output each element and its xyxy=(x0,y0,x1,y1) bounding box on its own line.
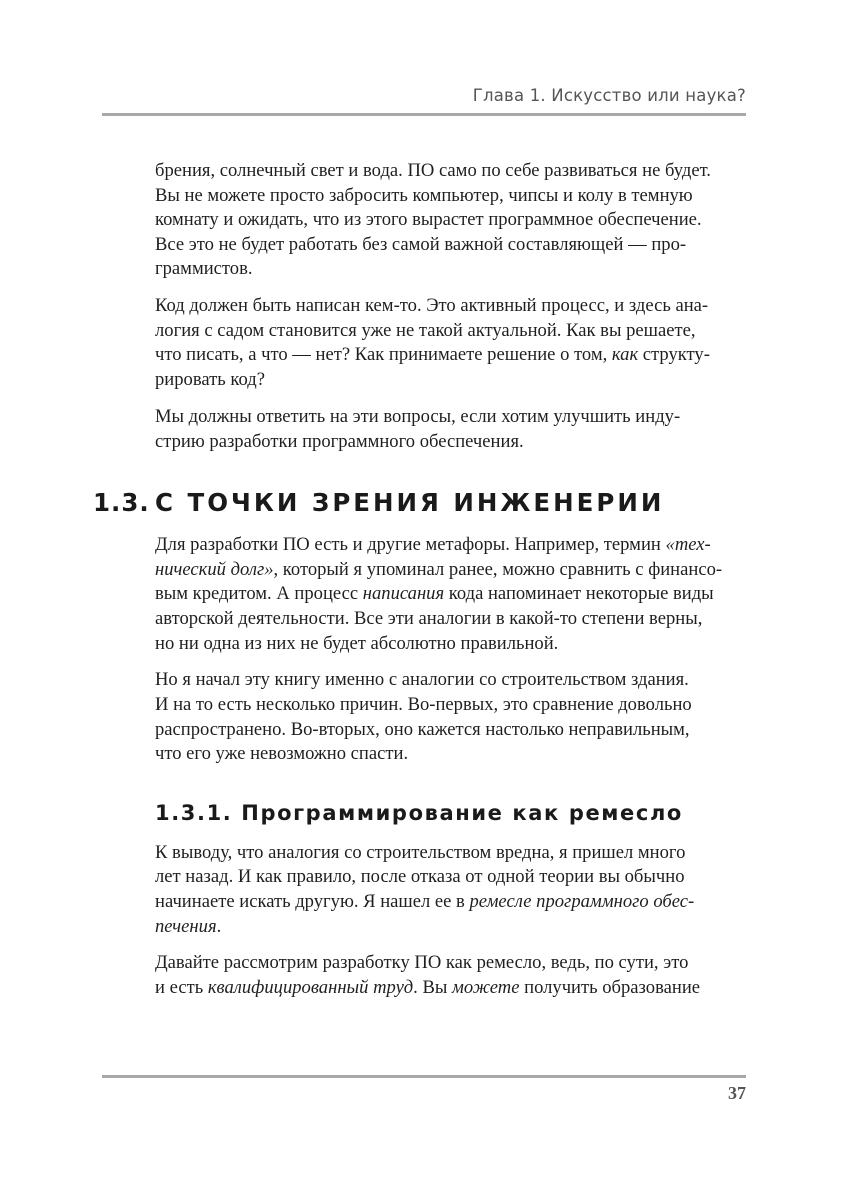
text-line: И на то есть несколько причин. Во-первых, это сравнение довольно xyxy=(155,693,692,715)
text-line: К выводу, что аналогия со строительством вредна, я пришел много xyxy=(155,841,686,863)
text-line xyxy=(155,343,746,368)
emphasis: ремесле программного обес- xyxy=(469,890,695,912)
text-line: Мы должны ответить на эти вопросы, если хотим улучшить инду- xyxy=(155,405,681,427)
text-line xyxy=(155,890,746,915)
text-line: стрию разработки программного обеспечения. xyxy=(155,430,524,452)
text-line xyxy=(155,915,746,940)
text-run: . xyxy=(216,915,222,937)
paragraph-1 xyxy=(155,159,746,282)
text-line xyxy=(155,582,746,607)
page-body xyxy=(93,159,746,1013)
paragraph-4 xyxy=(155,533,746,656)
text-line: лет назад. И как правило, после отказа от одной теории вы обычно xyxy=(155,866,685,888)
text-line: распространено. Во-вторых, оно кажется настолько неправильным, xyxy=(155,718,690,740)
emphasis: печения xyxy=(155,915,217,937)
emphasis: квалифицированный труд xyxy=(207,977,414,999)
section-title: С ТОЧКИ ЗРЕНИЯ ИНЖЕНЕРИИ xyxy=(155,488,665,518)
text-run: что писать, а что — нет? Как принимаете решение о том, xyxy=(155,344,612,366)
footer-rule xyxy=(102,1075,746,1078)
emphasis: написания xyxy=(362,583,445,605)
text-line: но ни одна из них не будет абсолютно правильной. xyxy=(155,632,559,654)
paragraph-3 xyxy=(155,405,746,454)
paragraph-6 xyxy=(155,841,746,939)
emphasis: нический долг» xyxy=(155,558,274,580)
text-line: рировать код? xyxy=(155,369,265,391)
emphasis: можете xyxy=(452,977,520,999)
section-heading xyxy=(93,487,746,519)
subsection-heading: 1.3.1. Программирование как ремесло xyxy=(155,800,683,825)
text-run: структу- xyxy=(638,344,710,366)
text-line: Все это не будет работать без самой важной составляющей — про- xyxy=(155,233,687,255)
text-line xyxy=(155,533,746,558)
text-line: Код должен быть написан кем-то. Это активный процесс, и здесь ана- xyxy=(155,295,709,317)
text-line: граммистов. xyxy=(155,258,253,280)
paragraph-2 xyxy=(155,294,746,392)
page-number: 37 xyxy=(728,1083,746,1103)
text-line xyxy=(155,558,746,583)
emphasis: «тех- xyxy=(665,534,711,556)
text-line: что его уже невозможно спасти. xyxy=(155,743,409,765)
text-line: Но я начал эту книгу именно с аналогии со строительством здания. xyxy=(155,669,689,691)
text-line: авторской деятельности. Все эти аналогии в какой-то степени верны, xyxy=(155,607,703,629)
text-run: и есть xyxy=(155,977,208,999)
paragraph-7 xyxy=(155,951,746,1000)
text-run: Для разработки ПО есть и другие метафоры. Например, термин xyxy=(155,534,666,556)
text-line: комнату и ожидать, что из этого вырастет программное обеспечение. xyxy=(155,209,702,231)
text-run: , который я упоминал ранее, можно сравнить с финансо- xyxy=(273,558,723,580)
text-line: Вы не можете просто забросить компьютер, чипсы и колу в темную xyxy=(155,184,693,206)
text-run: вым кредитом. А процесс xyxy=(155,583,363,605)
text-line: логия с садом становится уже не такой актуальной. Как вы решаете, xyxy=(155,319,696,341)
header-rule xyxy=(102,113,746,116)
paragraph-5 xyxy=(155,668,746,766)
text-line: Давайте рассмотрим разработку ПО как ремесло, ведь, по сути, это xyxy=(155,952,689,974)
text-run: получить образование xyxy=(519,977,701,999)
section-number: 1.3. xyxy=(93,488,150,518)
text-run: начинаете искать другую. Я нашел ее в xyxy=(155,890,470,912)
running-header: Глава 1. Искусство или наука? xyxy=(472,86,746,105)
text-run: . Вы xyxy=(413,977,453,999)
text-line xyxy=(155,976,746,1001)
text-line: брения, солнечный свет и вода. ПО само по себе развиваться не будет. xyxy=(155,160,711,181)
emphasis: как xyxy=(611,344,639,366)
text-run: кода напоминает некоторые виды xyxy=(444,583,714,605)
